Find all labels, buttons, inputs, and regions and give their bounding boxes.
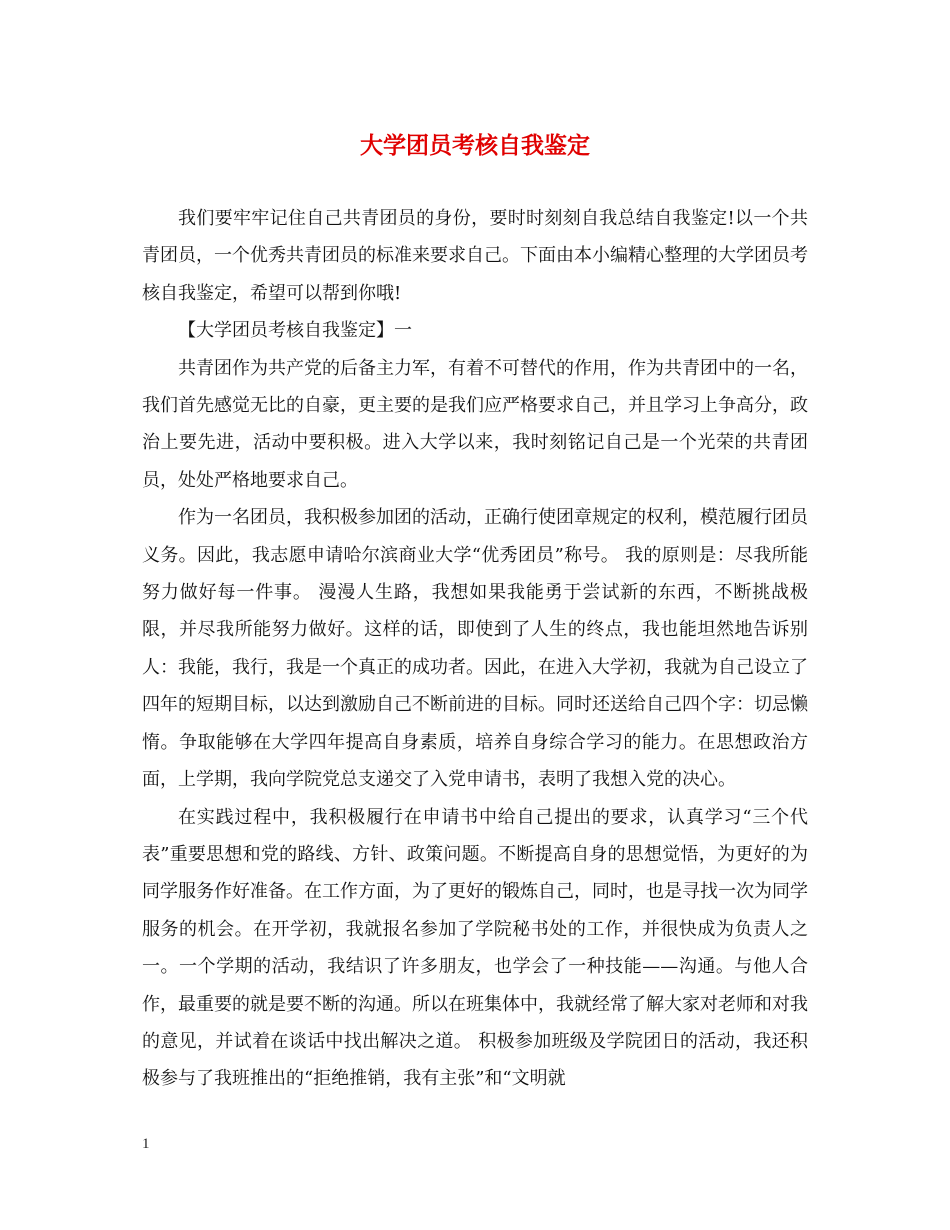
paragraph-2: 作为一名团员，我积极参加团的活动，正确行使团章规定的权利，模范履行团员义务。因此，我志愿申请哈尔滨商业大学“优秀团员”称号。 我的原则是：尽我所能努力做好每一件事。 漫漫人生路，我想如果我能勇于尝试新的东西，不断挑战极限，并尽我所能努力做好。这样的话，即使到了人生的终点，我也能坦然地告诉别人：我能，我行，我是一个真正的成功者。因此，在进入大学初，我就为自己设立了四年的短期目标，以达到激励自己不断前进的目标。同时还送给自己四个字：切忌懒惰。争取能够在大学四年提高自身素质，培养自身综合学习的能力。在思想政治方面，上学期，我向学院党总支递交了入党申请书，表明了我想入党的决心。 xyxy=(142,507,808,791)
paragraph-3: 在实践过程中，我积极履行在申请书中给自己提出的要求，认真学习“三个代表”重要思想和党的路线、方针、政策问题。不断提高自身的思想觉悟，为更好的为同学服务作好准备。在工作方面，为了更好的锻炼自己，同时，也是寻找一次为同学服务的机会。在开学初，我就报名参加了学院秘书处的工作，并很快成为负责人之一。一个学期的活动，我结识了许多朋友，也学会了一种技能——沟通。与他人合作，最重要的就是要不断的沟通。所以在班集体中，我就经常了解大家对老师和对我的意见，并试着在谈话中找出解决之道。 积极参加班级及学院团日的活动，我还积极参与了我班推出的“拒绝推销，我有主张”和“文明就 xyxy=(142,806,808,1090)
paragraph-1: 共青团作为共产党的后备主力军，有着不可替代的作用，作为共青团中的一名，我们首先感觉无比的自豪，更主要的是我们应严格要求自己，并且学习上争高分，政治上要先进，活动中要积极。进入大学以来，我时刻铭记自己是一个光荣的共青团员，处处严格地要求自己。 xyxy=(142,357,808,491)
document-title: 大学团员考核自我鉴定 xyxy=(360,132,590,159)
page-number: 1 xyxy=(142,1136,150,1152)
document-body xyxy=(142,200,808,1098)
paragraph-intro: 我们要牢牢记住自己共青团员的身份，要时时刻刻自我总结自我鉴定!以一个共青团员，一个优秀共青团员的标准来要求自己。下面由本小编精心整理的大学团员考核自我鉴定，希望可以帮到你哦! xyxy=(142,208,808,304)
section-heading: 【大学团员考核自我鉴定】一 xyxy=(178,320,412,342)
